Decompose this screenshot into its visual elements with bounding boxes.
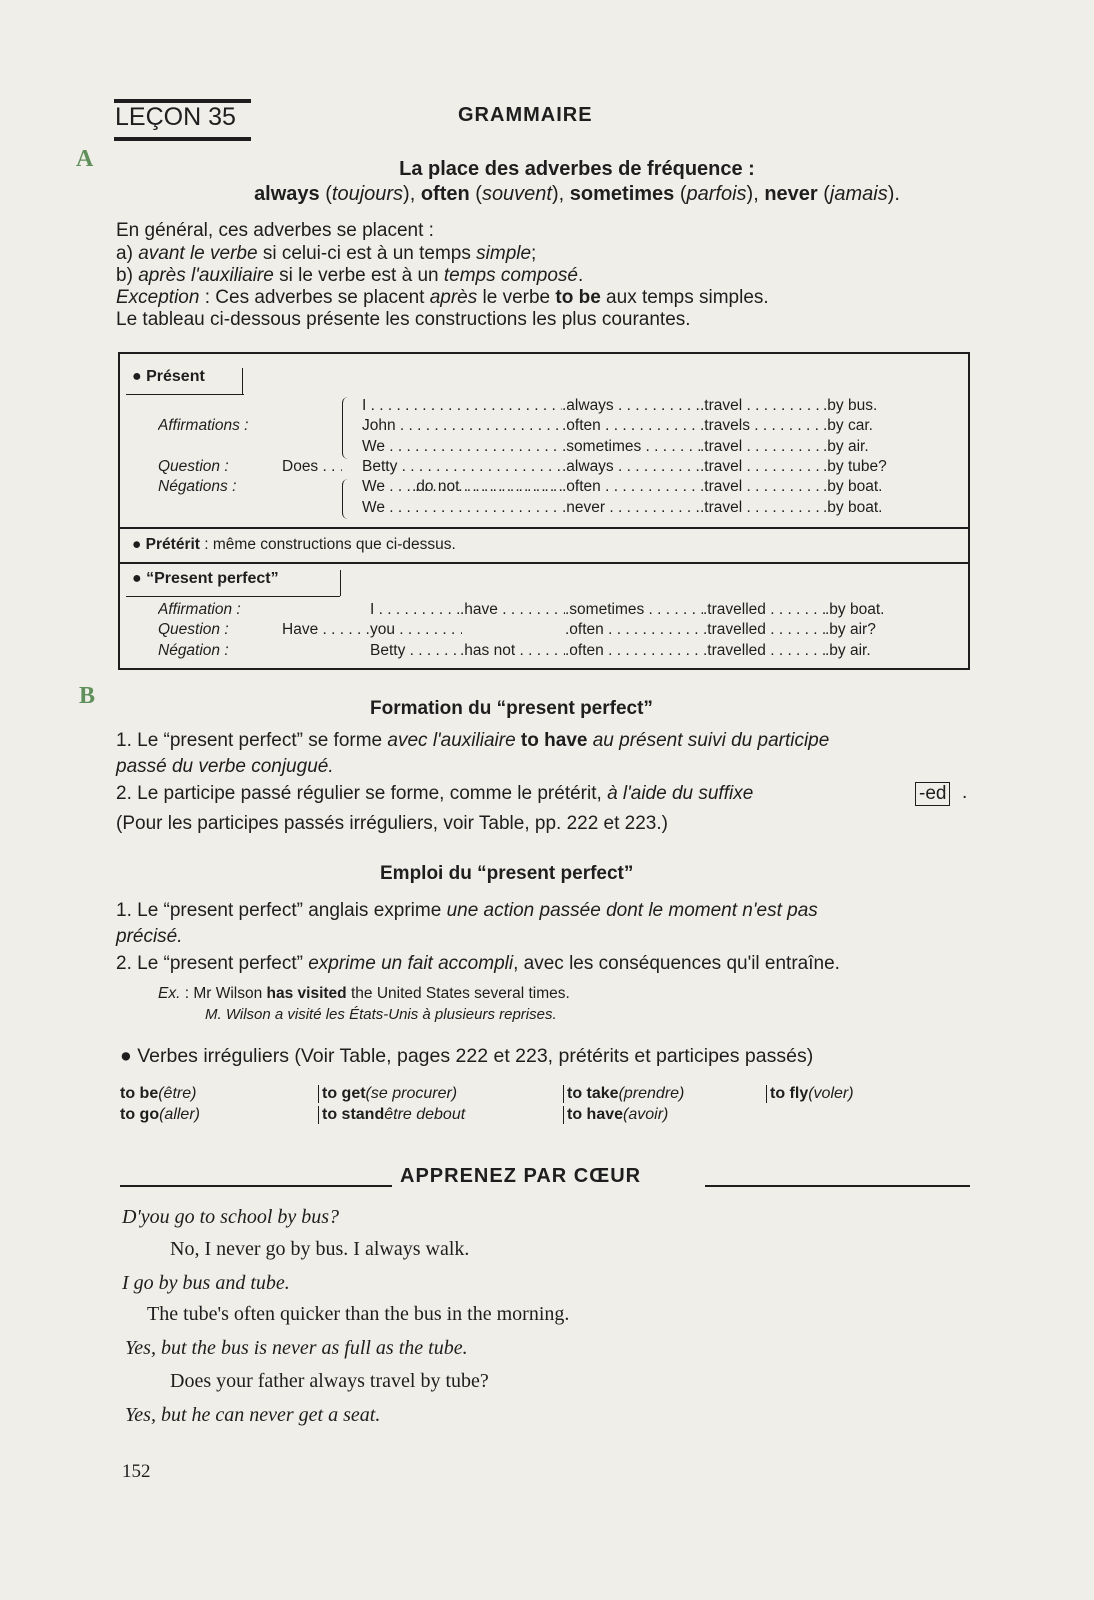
formation-title: Formation du “present perfect” [370, 698, 653, 719]
paragraph-line [116, 900, 818, 922]
cell-verb: .travel . . . [700, 397, 823, 415]
preterit-text: : même constructions que ci-dessus. [204, 536, 456, 553]
cell-by: .by car. [823, 417, 873, 435]
translation: (se procurer) [365, 1085, 458, 1102]
text-run: has visited [266, 985, 347, 1002]
preterit-label: Prétérit [145, 536, 200, 553]
text-run: 2. Le participe passé régulier se forme, comme le prétérit, [116, 783, 608, 804]
brace [342, 479, 349, 519]
preterit-row: ● Prétérit : même constructions que ci-dessus. [132, 536, 456, 553]
text-run: si le verbe est à un [273, 265, 444, 286]
section-letter-b: B [79, 683, 96, 709]
irregular-verb [120, 1106, 200, 1124]
verb: to take [567, 1085, 619, 1102]
cell-label: Affirmations : [158, 417, 249, 435]
tab-divider [340, 570, 341, 596]
paragraph-line [116, 926, 183, 948]
translation: (aller) [159, 1106, 200, 1123]
cell-adverb: .often . . . [565, 642, 703, 660]
table-row [120, 438, 968, 458]
cell-by: .by tube? [823, 457, 887, 475]
text-run: 2. Le “present perfect” [116, 953, 309, 974]
cell-adverb: .often . . . [562, 478, 700, 496]
irregular-verb [563, 1085, 684, 1103]
verb: to have [567, 1106, 624, 1123]
cell-subject: I . . . [362, 397, 562, 415]
text-run: sometimes [569, 183, 675, 205]
text-run: to have [515, 730, 593, 751]
cell-by: .by boat. [823, 498, 883, 516]
cell-subject: I . . . [370, 601, 462, 619]
dialogue-line: D'you go to school by bus? [122, 1206, 340, 1228]
text-run: temps composé [443, 265, 578, 286]
learn-rule-left [120, 1185, 392, 1187]
text-run: Ex. [158, 985, 181, 1002]
table-row [120, 499, 968, 519]
text-run: le verbe [477, 287, 556, 308]
paragraph-line [116, 265, 583, 287]
verb: to be [120, 1085, 159, 1102]
paragraph-line [116, 220, 434, 242]
cell-label: Affirmation : [158, 601, 241, 618]
table-row [120, 458, 968, 478]
text-run: si celui-ci est à un temps [257, 243, 477, 264]
lesson-number: LEÇON 35 [115, 103, 236, 131]
tab-underline [126, 394, 244, 395]
section-heading: GRAMMAIRE [458, 104, 593, 126]
text-run: (Pour les participes passés irréguliers, voir Table, pp. 222 et 223.) [116, 813, 668, 834]
text-run: après l'auxiliaire [138, 265, 274, 286]
text-run: . [578, 265, 584, 286]
verb: to fly [770, 1085, 809, 1102]
table-row [120, 397, 968, 417]
paragraph-line [116, 813, 668, 835]
cell-by: .by boat. [823, 478, 883, 496]
text-run: ), [552, 183, 570, 205]
translation: (voler) [808, 1085, 854, 1102]
text-run: ), [403, 183, 421, 205]
cell-aux: Have . . . [282, 621, 370, 639]
table-divider [120, 562, 968, 564]
cell-adverb: .always . . . [562, 397, 700, 415]
adverb-table [118, 352, 970, 670]
cell-label: Négation : [158, 641, 229, 659]
cell-aux: Does . . . [282, 458, 342, 476]
text-run: : Ces adverbes se placent [199, 287, 430, 308]
cell-subject: John . . . [362, 417, 562, 435]
cell-by: .by air. [823, 437, 869, 455]
translation: (avoir) [623, 1106, 669, 1123]
text-run: ; [531, 243, 537, 264]
text-run: parfois [686, 183, 747, 205]
text-run: , avec les conséquences qu'il entraîne. [513, 953, 840, 974]
text-run: : Mr Wilson [180, 985, 267, 1002]
text-run: often [420, 183, 470, 205]
text-run: au présent suivi du participe [592, 730, 830, 751]
table-row [120, 642, 968, 662]
cell-subject: We . . . [362, 499, 562, 517]
irregular-verbs-title: ● Verbes irréguliers (Voir Table, pages 222 et 223, prétérits et participes passés) [120, 1045, 814, 1067]
text-run: exprime un fait accompli [308, 953, 514, 974]
text-run: toujours [331, 183, 404, 205]
suffix-box: -ed [915, 782, 950, 806]
cell-adverb: .sometimes . . . [562, 438, 700, 456]
tab-underline [126, 596, 340, 597]
paragraph-line [116, 243, 536, 265]
cell-subject: you . . . [370, 621, 462, 639]
text-run: always [254, 183, 320, 205]
cell-verb: .travel . . . [700, 438, 823, 456]
paragraph-line [116, 783, 753, 805]
text-run: à l'aide du suffixe [607, 783, 754, 804]
verb: to stand [322, 1106, 385, 1123]
adverbs-title: La place des adverbes de fréquence : [399, 158, 755, 180]
cell-label: Question : [158, 457, 229, 475]
cell-adverb: .sometimes . . . [565, 601, 703, 619]
translation: (être) [158, 1085, 197, 1102]
learn-rule-right [705, 1185, 970, 1187]
paragraph-line [116, 309, 691, 331]
text-run: ). [887, 183, 900, 205]
paragraph-line [116, 730, 829, 752]
text-run: ( [674, 183, 687, 205]
cell-by: .by boat. [825, 601, 885, 618]
adverbs-list [0, 183, 1094, 206]
text-run: après [429, 287, 478, 308]
cell-aux2: .have . . . [460, 601, 565, 619]
cell-verb: .travel . . . [700, 458, 823, 476]
text-run: b) [116, 265, 139, 286]
irregular-verb [120, 1085, 196, 1103]
text-run: a) [116, 243, 139, 264]
verb: to get [322, 1085, 366, 1102]
cell-adverb: .often . . . [565, 621, 703, 639]
dialogue-line: Does your father always travel by tube? [170, 1370, 489, 1392]
dialogue-line: I go by bus and tube. [122, 1272, 290, 1294]
cell-adverb: .never . . . [562, 499, 700, 517]
cell-subject: We . . . [362, 478, 562, 496]
cell-aux2: .do not . . . [412, 478, 562, 496]
table-row [120, 478, 968, 498]
text-run: never [764, 183, 818, 205]
cell-adverb: .often . . . [562, 417, 700, 435]
paragraph-line [116, 953, 840, 975]
text-run: 1. Le “present perfect” anglais exprime [116, 900, 447, 921]
cell-verb: .travel . . . [700, 499, 823, 517]
irregular-verb [318, 1085, 457, 1103]
example-sentence [158, 985, 570, 1003]
table-row [120, 601, 968, 621]
cell-verb: .travel . . . [700, 478, 823, 496]
page-number: 152 [122, 1461, 151, 1482]
text-run: ( [469, 183, 482, 205]
text-run: Le tableau ci-dessous présente les constructions les plus courantes. [116, 309, 691, 330]
cell-by: .by air? [825, 621, 876, 639]
text-run: ( [319, 183, 332, 205]
cell-verb: .travelled . . . [703, 621, 825, 639]
text-run: aux temps simples. [600, 287, 769, 308]
cell-by: .by bus. [823, 397, 878, 414]
perfect-label: ● “Present perfect” [132, 570, 279, 587]
text-run: souvent [481, 183, 552, 205]
text-run: précisé. [116, 926, 183, 947]
text-run: passé du verbe conjugué. [116, 756, 334, 777]
text-run: une action passée dont le moment n'est pas [446, 900, 818, 921]
irregular-verb [318, 1106, 465, 1124]
text-run: avant le verbe [138, 243, 258, 264]
emploi-title: Emploi du “present perfect” [380, 863, 634, 884]
cell-label: Négations : [158, 478, 237, 496]
cell-verb: .travelled . . . [703, 601, 825, 619]
table-row [120, 417, 968, 437]
translation: (prendre) [618, 1085, 685, 1102]
cell-by: .by air. [825, 641, 871, 659]
irregular-verb [563, 1106, 668, 1124]
dialogue-line: No, I never go by bus. I always walk. [170, 1238, 470, 1260]
brace [342, 397, 349, 459]
paragraph-line [116, 287, 769, 309]
text-run: avec l'auxiliaire [387, 730, 516, 751]
period: . [962, 782, 968, 803]
irregular-verb [766, 1085, 854, 1103]
text-run: 1. Le “present perfect” se forme [116, 730, 388, 751]
text-run: En général, ces adverbes se placent : [116, 220, 434, 241]
cell-adverb: .always . . . [562, 458, 700, 476]
tab-divider [242, 368, 243, 394]
cell-subject: Betty . . . [370, 642, 462, 660]
cell-verb: .travelled . . . [703, 642, 825, 660]
table-divider [120, 527, 968, 529]
learn-title: APPRENEZ PAR CŒUR [400, 1165, 642, 1187]
section-letter-a: A [76, 146, 94, 172]
dialogue-line: The tube's often quicker than the bus in the morning. [147, 1303, 570, 1325]
dialogue-line: Yes, but he can never get a seat. [125, 1404, 381, 1426]
present-label: ● Présent [132, 368, 205, 385]
cell-verb: .travels . . . [700, 417, 823, 435]
example-translation: M. Wilson a visité les États-Unis à plusieurs reprises. [205, 1006, 557, 1023]
table-row [120, 621, 968, 641]
cell-label: Question : [158, 621, 229, 639]
text-run: simple [476, 243, 532, 264]
cell-aux2: .has not . . . [460, 642, 565, 660]
text-run: Exception [116, 287, 200, 308]
cell-subject: We . . . [362, 438, 562, 456]
text-run: the United States several times. [346, 985, 570, 1002]
text-run: ), [746, 183, 765, 205]
text-run: jamais [829, 183, 888, 205]
dialogue-line: Yes, but the bus is never as full as the tube. [125, 1337, 468, 1359]
translation: être debout [384, 1106, 466, 1123]
cell-subject: Betty . . . [362, 458, 562, 476]
text-run: to be [555, 287, 601, 308]
paragraph-line [116, 756, 334, 778]
header-rule-bottom [114, 137, 251, 141]
text-run: ( [817, 183, 830, 205]
verb: to go [120, 1106, 160, 1123]
